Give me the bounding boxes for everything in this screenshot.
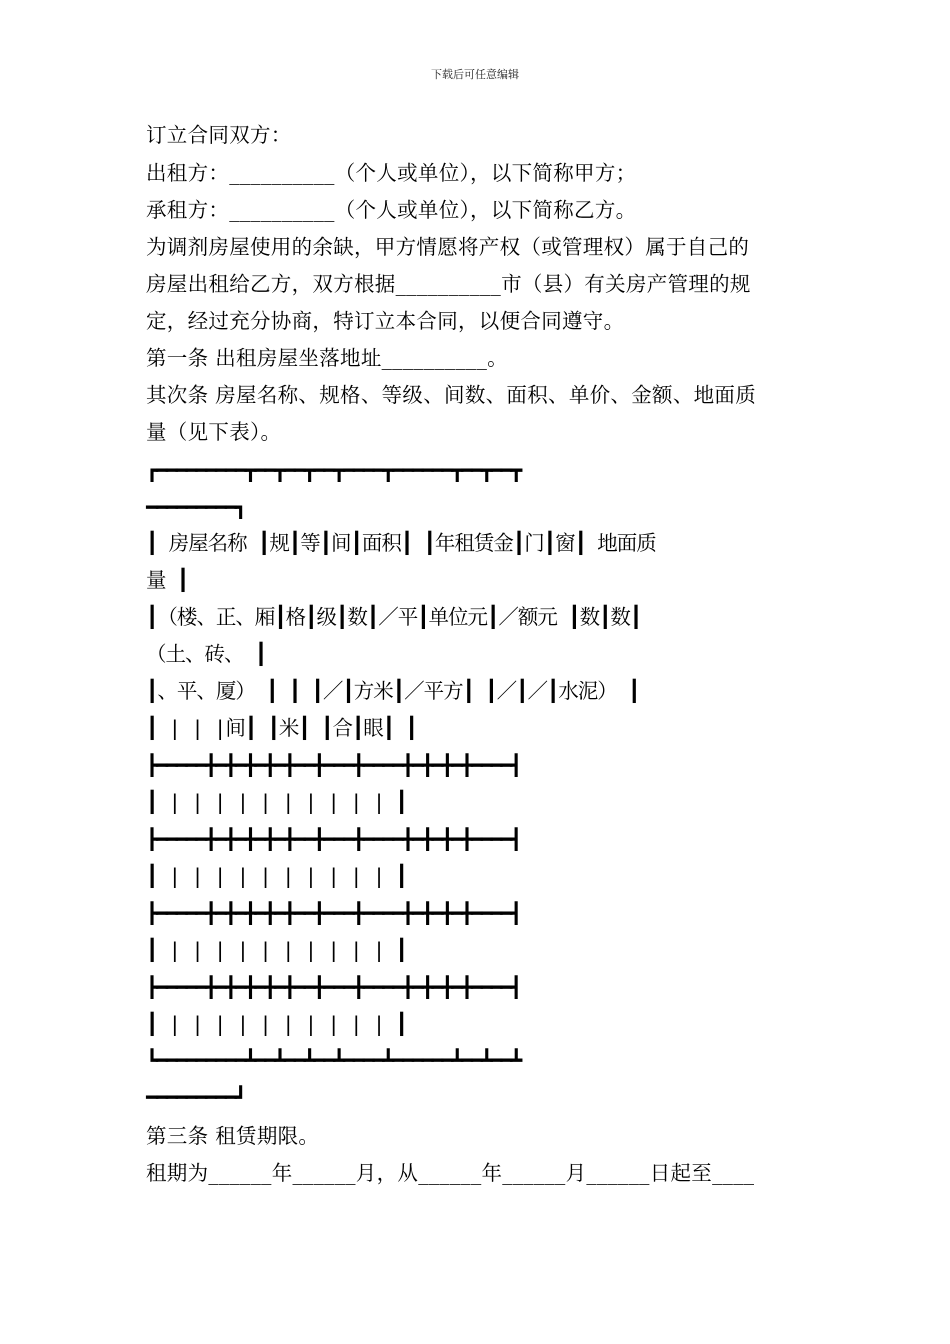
table-divider-1: ┣━━━━━╋━╋━╋━╋━╋━━╋━━━╋━━━━╋━╋━╋━╋━━━━┫ — [146, 753, 520, 777]
paragraph-intro-1: 为调剂房屋使用的余缺，甲方情愿将产权（或管理权）属于自己的 — [146, 235, 750, 259]
page-header: 下载后可任意编辑 — [431, 68, 519, 81]
article-2-line-1: 其次条 房屋名称、规格、等级、间数、面积、单价、金额、地面质 — [146, 383, 757, 407]
paragraph-parties-title: 订立合同双方： — [146, 123, 292, 147]
article-3-title: 第三条 租赁期限。 — [146, 1124, 320, 1148]
table-header-row-2: ┃（楼、正、厢┃格┃级┃数┃／平┃单位元┃／额元 ┃数┃数┃ — [146, 605, 642, 629]
article-2-line-2: 量（见下表）。 — [146, 420, 282, 444]
table-divider-3: ┣━━━━━╋━╋━╋━╋━╋━━╋━━━╋━━━━╋━╋━╋━╋━━━━┫ — [146, 901, 520, 925]
table-bottom-border-2: ━━━━━━━━━┛ — [146, 1085, 245, 1109]
table-row-3: ┃ | | | | | | | | | | ┃ — [146, 938, 407, 962]
table-bottom-border-1: ┗━━━━━━━━━┻━━┻━━┻━━┻━━━━┻━━━━━━┻━━┻━━┻ — [146, 1048, 520, 1072]
table-row-2: ┃ | | | | | | | | | | ┃ — [146, 864, 407, 888]
paragraph-lessor: 出租方：__________（个人或单位），以下简称甲方； — [146, 161, 637, 185]
article-3-term: 租期为______年______月，从______年______月______日起至____ — [146, 1161, 755, 1185]
table-top-border-1: ┏━━━━━━━━━┳━━┳━━┳━━┳━━━━┳━━━━━━┳━━┳━━┳ — [146, 458, 520, 482]
paragraph-intro-3: 定，经过充分协商，特订立本合同，以便合同遵守。 — [146, 309, 625, 333]
table-header-row-2-wrap: （土、砖、 ┃ — [146, 642, 267, 666]
table-divider-2: ┣━━━━━╋━╋━╋━╋━╋━━╋━━━╋━━━━╋━╋━╋━╋━━━━┫ — [146, 827, 520, 851]
table-divider-4: ┣━━━━━╋━╋━╋━╋━╋━━╋━━━╋━━━━╋━╋━╋━╋━━━━┫ — [146, 975, 520, 999]
table-header-row-4: ┃ | | |间┃ ┃米┃ ┃合┃眼┃ ┃ — [146, 716, 417, 740]
table-header-row-3: ┃、平、厦） ┃ ┃ ┃／┃方米┃／平方┃ ┃／┃／┃水泥） ┃ — [146, 679, 640, 703]
table-top-border-2: ━━━━━━━━━┓ — [146, 495, 245, 519]
table-header-row-1-wrap: 量 ┃ — [146, 568, 189, 592]
table-row-1: ┃ | | | | | | | | | | ┃ — [146, 790, 407, 814]
table-header-row-1: ┃ 房屋名称 ┃规┃等┃间┃面积┃ ┃年租赁金┃门┃窗┃ 地面质 — [146, 531, 656, 555]
article-1: 第一条 出租房屋坐落地址__________。 — [146, 346, 508, 370]
table-row-4: ┃ | | | | | | | | | | ┃ — [146, 1012, 407, 1036]
paragraph-lessee: 承租方：__________（个人或单位），以下简称乙方。 — [146, 198, 637, 222]
paragraph-intro-2: 房屋出租给乙方，双方根据__________市（县）有关房产管理的规 — [146, 272, 751, 296]
